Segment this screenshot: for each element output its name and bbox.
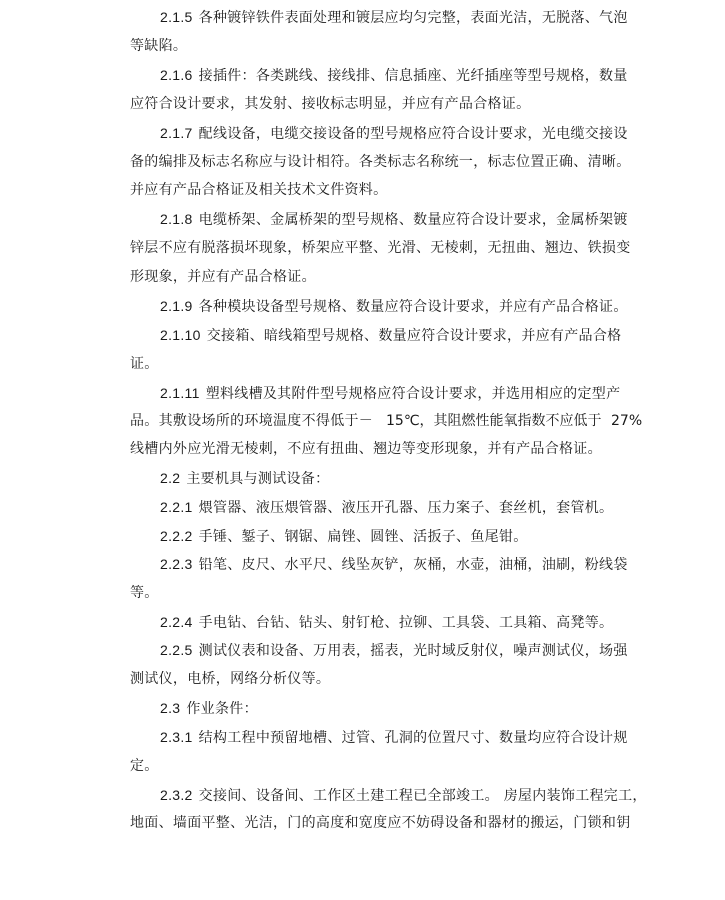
paragraph-2-1-11-oxygen-index: 27%	[611, 413, 643, 429]
paragraph-2-2-5-line-1: 2.2.5 测试仪表和设备、万用表，摇表，光时域反射仪，噪声测试仪，场强	[160, 642, 628, 659]
paragraph-2-1-7-line-3: 并应有产品合格证及相关技术文件资料。	[130, 182, 388, 198]
section-2-3-heading: 2.3 作业条件：	[160, 700, 258, 717]
paragraph-2-2-4-line-1: 2.2.4 手电钻、台钻、钻头、射钉枪、拉铆、工具袋、工具箱、高凳等。	[160, 614, 614, 631]
paragraph-2-3-1-line-1: 2.3.1 结构工程中预留地槽、过管、孔洞的位置尺寸、数量均应符合设计规	[160, 729, 628, 746]
paragraph-2-1-11-line-3: 线槽内外应光滑无棱刺，不应有扭曲、翘边等变形现象，并有产品合格证。	[130, 441, 602, 457]
paragraph-2-1-11-line-1: 2.1.11 塑料线槽及其附件型号规格应符合设计要求，并选用相应的定型产	[160, 385, 621, 402]
paragraph-2-1-9-line-1: 2.1.9 各种模块设备型号规格、数量应符合设计要求，并应有产品合格证。	[160, 298, 628, 315]
paragraph-2-1-7-line-2: 备的编排及标志名称应与设计相符。各类标志名称统一，标志位置正确、清晰。	[130, 154, 631, 170]
paragraph-2-1-5-line-1: 2.1.5 各种镀锌铁件表面处理和镀层应均匀完整，表面光洁，无脱落、气泡	[160, 9, 628, 26]
paragraph-2-1-11-temperature-text: 15℃，其阻燃性能氧指数不应低于	[386, 413, 602, 429]
paragraph-2-2-3-line-2: 等。	[130, 585, 159, 601]
paragraph-2-1-6-line-2: 应符合设计要求，其发射、接收标志明显，并应有产品合格证。	[130, 96, 531, 112]
paragraph-2-1-6-line-1: 2.1.6 接插件：各类跳线、接线排、信息插座、光纤插座等型号规格，数量	[160, 67, 628, 84]
paragraph-2-2-1-line-1: 2.2.1 煨管器、液压煨管器、液压开孔器、压力案子、套丝机，套管机。	[160, 499, 614, 516]
section-2-2-heading: 2.2 主要机具与测试设备：	[160, 470, 330, 487]
paragraph-2-2-3-line-1: 2.2.3 铅笔、皮尺、水平尺、线坠灰铲，灰桶，水壶，油桶，油刷，粉线袋	[160, 556, 628, 573]
paragraph-2-1-8-line-3: 形现象，并应有产品合格证。	[130, 269, 316, 285]
paragraph-2-1-8-line-1: 2.1.8 电缆桥架、金属桥架的型号规格、数量应符合设计要求，金属桥架镀	[160, 211, 628, 228]
paragraph-2-2-5-line-2: 测试仪，电桥，网络分析仪等。	[130, 671, 331, 687]
paragraph-2-1-5-line-2: 等缺陷。	[130, 38, 188, 54]
paragraph-2-1-7-line-1: 2.1.7 配线设备，电缆交接设备的型号规格应符合设计要求，光电缆交接设	[160, 125, 628, 142]
paragraph-2-1-10-line-2: 证。	[130, 356, 159, 372]
paragraph-2-1-8-line-2: 锌层不应有脱落损坏现象，桥架应平整、光滑、无棱刺，无扭曲、翘边、铁损变	[130, 240, 631, 256]
paragraph-2-1-10-line-1: 2.1.10 交接箱、暗线箱型号规格、数量应符合设计要求，并应有产品合格	[160, 327, 622, 344]
paragraph-2-2-2-line-1: 2.2.2 手锤、錾子、钢锯、扁锉、圆锉、活扳子、鱼尾钳。	[160, 528, 528, 545]
paragraph-2-3-2-line-2: 地面、墙面平整、光洁，门的高度和宽度应不妨碍设备和器材的搬运，门锁和钥	[130, 815, 631, 831]
paragraph-2-3-1-line-2: 定。	[130, 758, 159, 774]
paragraph-2-1-11-line-2: 品。其敷设场所的环境温度不得低于－	[130, 413, 374, 429]
paragraph-2-3-2-line-1: 2.3.2 交接间、设备间、工作区土建工程已全部竣工。 房屋内装饰工程完工，	[160, 787, 647, 804]
